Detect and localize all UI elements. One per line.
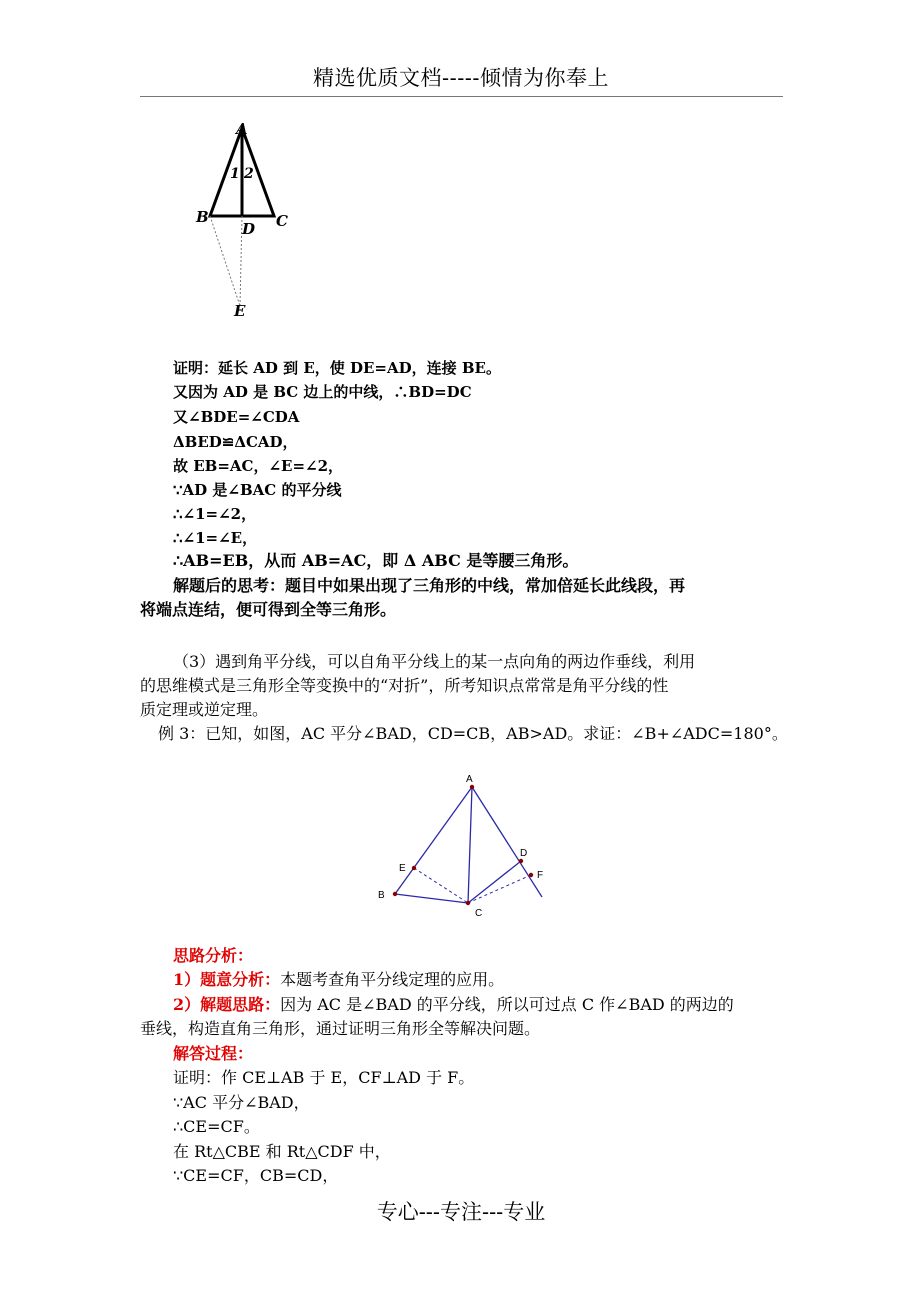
method3-line-2: 的思维模式是三角形全等变换中的“对折”，所考知识点常常是角平分线的性	[140, 676, 669, 695]
example3-statement: 例 3：已知，如图，AC 平分∠BAD，CD=CB，AB>AD。求证：∠B+∠ADC=180°。	[158, 724, 788, 743]
label-c: C	[276, 212, 288, 230]
solution-line-5: ∵CE=CF，CB=CD，	[173, 1166, 339, 1185]
segment-ab	[395, 787, 472, 894]
segment-cd	[468, 861, 521, 903]
fig2-label-c: C	[475, 908, 483, 919]
method3-line-1: （3）遇到角平分线，可以自角平分线上的某一点向角的两边作垂线，利用	[173, 652, 696, 671]
analysis-item-2-text: 因为 AC 是∠BAD 的平分线，所以可过点 C 作∠BAD 的两边的	[280, 995, 734, 1014]
point-e	[412, 866, 416, 870]
segment-ac	[468, 787, 472, 903]
fig2-label-e: E	[399, 863, 406, 874]
fig2-label-a: A	[466, 774, 473, 785]
page-footer: 专心---专注---专业	[376, 1200, 546, 1224]
point-d	[519, 859, 523, 863]
label-e: E	[234, 302, 246, 320]
point-a	[470, 785, 474, 789]
segment-bc	[395, 894, 468, 903]
proof1-line-2: 又因为 AD 是 BC 边上的中线，∴BD=DC	[173, 383, 472, 401]
fig2-label-b: B	[378, 890, 385, 901]
proof1-line-5: 故 EB=AC，∠E=∠2，	[173, 457, 344, 475]
segment-ad-extended	[472, 787, 542, 897]
solution-line-2: ∵AC 平分∠BAD，	[173, 1093, 310, 1112]
label-d: D	[242, 220, 256, 238]
analysis-item-1-text: 本题考查角平分线定理的应用。	[280, 970, 505, 989]
label-a: A	[236, 120, 248, 138]
solution-line-4: 在 Rt△CBE 和 Rt△CDF 中，	[173, 1142, 391, 1161]
solution-heading: 解答过程：	[173, 1044, 254, 1063]
solution-line-3: ∴CE=CF。	[173, 1117, 260, 1136]
dotted-be	[210, 216, 240, 306]
dashed-cf	[468, 875, 531, 903]
analysis-heading: 思路分析：	[173, 946, 254, 965]
point-b	[393, 892, 397, 896]
figure-triangle-median	[190, 116, 310, 326]
proof1-line-9: ∴AB=EB，从而 AB=AC，即 Δ ABC 是等腰三角形。	[173, 551, 579, 570]
point-f	[529, 873, 533, 877]
header-rule	[140, 96, 783, 97]
label-b: B	[196, 208, 209, 226]
point-c	[466, 901, 470, 905]
analysis-item-2	[173, 993, 734, 1017]
proof1-line-4: ΔBED≌ΔCAD，	[173, 433, 298, 451]
reflection-line-2: 将端点连结，便可得到全等三角形。	[140, 600, 397, 619]
proof1-line-3: 又∠BDE=∠CDA	[173, 408, 300, 426]
method3-line-3: 质定理或逆定理。	[140, 700, 269, 719]
proof1-line-6: ∵AD 是∠BAC 的平分线	[173, 481, 342, 499]
label-angle-2: 2	[244, 166, 254, 182]
page-header: 精选优质文档-----倾情为你奉上	[313, 66, 609, 90]
analysis-item-1-label: 1）题意分析：	[173, 970, 281, 989]
proof1-line-7: ∴∠1=∠2，	[173, 505, 257, 523]
reflection-line-1: 解题后的思考：题目中如果出现了三角形的中线，常加倍延长此线段，再	[173, 576, 686, 595]
analysis-item-2-cont: 垂线，构造直角三角形，通过证明三角形全等解决问题。	[140, 1019, 541, 1038]
fig2-label-f: F	[537, 870, 544, 881]
solution-line-1: 证明：作 CE⊥AB 于 E，CF⊥AD 于 F。	[173, 1068, 475, 1087]
figure-angle-bisector	[370, 770, 560, 920]
proof1-line-1: 证明：延长 AD 到 E，使 DE=AD，连接 BE。	[173, 359, 501, 377]
proof1-line-8: ∴∠1=∠E，	[173, 529, 258, 547]
fig2-label-d: D	[520, 848, 528, 859]
analysis-item-1	[173, 968, 504, 992]
analysis-item-2-label: 2）解题思路：	[173, 995, 281, 1014]
label-angle-1: 1	[230, 166, 240, 182]
